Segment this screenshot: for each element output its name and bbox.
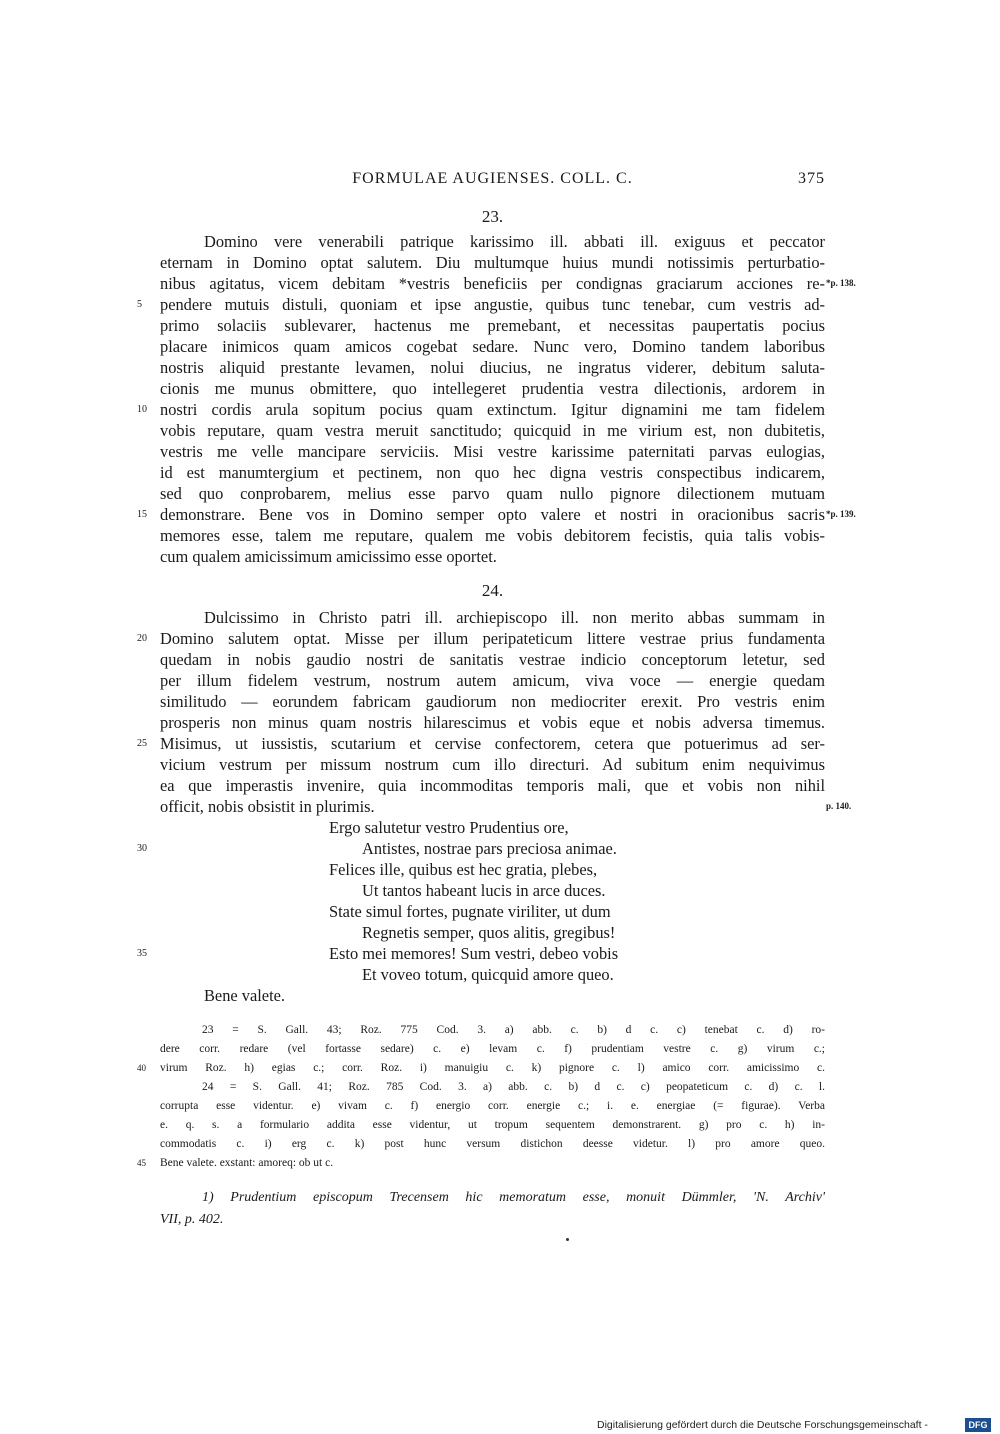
digitization-credit: Digitalisierung gefördert durch die Deutsche Forschungsgemeinschaft - bbox=[597, 1419, 928, 1431]
footnote-line: e. q. s. a formulario addita esse videntur, ut tropum sequentem demonstrarent. g) pro c. h) in- bbox=[160, 1119, 825, 1131]
running-title: FORMULAE AUGIENSES. COLL. C. bbox=[352, 170, 633, 187]
text-line: Domino vere venerabili patrique karissimo ill. abbati ill. exiguus et peccator bbox=[204, 232, 825, 251]
text-line: per illum fidelem vestrum, nostrum autem amicum, viva voce — energie quedam bbox=[160, 671, 825, 690]
line-number: 35 bbox=[137, 948, 147, 959]
margin-note: p. 140. bbox=[826, 801, 852, 811]
line-number: 30 bbox=[137, 843, 147, 854]
verse-line: Antistes, nostrae pars preciosa animae. bbox=[362, 839, 617, 858]
line-number: 15 bbox=[137, 509, 147, 520]
footnote-line: commodatis c. i) erg c. k) post hunc versum distichon deesse videtur. l) pro amore queo. bbox=[160, 1138, 825, 1150]
dfg-logo: DFG bbox=[965, 1418, 991, 1432]
text-line: id est manumtergium et pectinem, non quo hec digna vestris conspectibus indicarem, bbox=[160, 463, 825, 482]
text-line: quedam in nobis gaudio nostri de sanitatis vestrae indicio conceptorum letetur, sed bbox=[160, 650, 825, 669]
text-line: cum qualem amicissimum amicissimo esse oportet. bbox=[160, 547, 497, 566]
footnote-line: 24 = S. Gall. 41; Roz. 785 Cod. 3. a) abb. c. b) d c. c) peopateticum c. d) c. l. bbox=[202, 1081, 825, 1093]
footnote-line: 23 = S. Gall. 43; Roz. 775 Cod. 3. a) abb. c. b) d c. c) tenebat c. d) ro- bbox=[202, 1024, 825, 1036]
line-number: 10 bbox=[137, 404, 147, 415]
footnote-line-number: 45 bbox=[137, 1158, 146, 1168]
verse-line: Ut tantos habeant lucis in arce duces. bbox=[362, 881, 606, 900]
verse-line: Felices ille, quibus est hec gratia, plebes, bbox=[329, 860, 598, 879]
page-number: 375 bbox=[798, 170, 825, 187]
section-number-23: 23. bbox=[481, 207, 504, 226]
footnote-line: dere corr. redare (vel fortasse sedare) c. e) levam c. f) prudentiam vestre c. g) virum c.; bbox=[160, 1043, 825, 1055]
text-line: prosperis non minus quam nostris hilarescimus et vobis eque et nobis adversa timemus. bbox=[160, 713, 825, 732]
text-line: vobis reputare, quam vestra meruit sanctitudo; quicquid in me virium est, non dubitetis, bbox=[160, 421, 825, 440]
verse-line: Et voveo totum, quicquid amore queo. bbox=[362, 965, 614, 984]
text-line: demonstrare. Bene vos in Domino semper opto valere et nostri in oracionibus sacris bbox=[160, 505, 825, 524]
text-line: placare inimicos quam amicos cogebat sedare. Nunc vero, Domino tandem laboribus bbox=[160, 337, 825, 356]
text-line: cionis me munus obmittere, quo intellegeret prudentia vestra dilectionis, ardorem in bbox=[160, 379, 825, 398]
text-line: sed quo conprobarem, melius esse parvo quam nullo pignore dilectionem mutuam bbox=[160, 484, 825, 503]
text-line: nibus agitatus, vicem debitam *vestris beneficiis per condignas graciarum acciones re- bbox=[160, 274, 825, 293]
running-header bbox=[160, 170, 825, 192]
text-line: vestris me velle mancipare serviciis. Misi vestre karissime paternitati parvas eulogias, bbox=[160, 442, 825, 461]
footnote-line-number: 40 bbox=[137, 1063, 146, 1073]
verse-line: Ergo salutetur vestro Prudentius ore, bbox=[329, 818, 569, 837]
text-line: Domino salutem optat. Misse per illum peripateticum littere vestrae prius fundamenta bbox=[160, 629, 825, 648]
text-line: nostris aliquid prestante levamen, nolui diucius, ne ingratus viderer, debitum saluta- bbox=[160, 358, 825, 377]
line-number: 5 bbox=[137, 299, 142, 310]
text-line: memores esse, talem me reputare, qualem me vobis debitorem fecistis, quia talis vobis- bbox=[160, 526, 825, 545]
text-line: officit, nobis obsistit in plurimis. bbox=[160, 797, 375, 816]
text-line: eternam in Domino optat salutem. Diu multumque huius mundi notissimis perturbatio- bbox=[160, 253, 825, 272]
text-line: Dulcissimo in Christo patri ill. archiepiscopo ill. non merito abbas summam in bbox=[204, 608, 825, 627]
page-speck bbox=[566, 1238, 569, 1241]
margin-note: *p. 139. bbox=[826, 509, 856, 519]
text-line: vicium vestrum per missum nostrum cum illo directuri. Ad subitum enim nequivimus bbox=[160, 755, 825, 774]
footnote-line: corrupta esse videntur. e) vivam c. f) energio corr. energie c.; i. e. energiae (= figurae). Verba bbox=[160, 1100, 825, 1112]
text-line: Misimus, ut iussistis, scutarium et cervise confectorem, cetera que potuerimus ad ser- bbox=[160, 734, 825, 753]
verse-line: State simul fortes, pugnate viriliter, ut dum bbox=[329, 902, 611, 921]
editorial-note-line: VII, p. 402. bbox=[160, 1212, 224, 1227]
closing-salutation: Bene valete. bbox=[204, 986, 286, 1005]
footnote-line: Bene valete. exstant: amoreq: ob ut c. bbox=[160, 1157, 334, 1169]
line-number: 25 bbox=[137, 738, 147, 749]
verse-line: Esto mei memores! Sum vestri, debeo vobis bbox=[329, 944, 619, 963]
text-line: primo solaciis sublevarer, hactenus me premebant, et necessitas paupertatis pocius bbox=[160, 316, 825, 335]
footnote-line: virum Roz. h) egias c.; corr. Roz. i) manuigiu c. k) pignore c. l) amico corr. amicissimo c. bbox=[160, 1062, 825, 1074]
verse-line: Regnetis semper, quos alitis, gregibus! bbox=[362, 923, 616, 942]
text-line: nostri cordis arula sopitum pocius quam extinctum. Igitur dignamini me tam fidelem bbox=[160, 400, 825, 419]
text-line: pendere mutuis distuli, quoniam et ipse angustie, quibus tunc tenebar, cum vestris ad- bbox=[160, 295, 825, 314]
section-number-24: 24. bbox=[481, 581, 504, 600]
editorial-note-line: 1) Prudentium episcopum Trecensem hic memoratum esse, monuit Dümmler, 'N. Archiv' bbox=[202, 1190, 825, 1205]
text-line: similitudo — eorundem fabricam gaudiorum non mediocriter erexit. Pro vestris enim bbox=[160, 692, 825, 711]
margin-note: *p. 138. bbox=[826, 278, 856, 288]
text-line: ea que imperastis invenire, quia incommoditas temporis mali, que et vobis non nihil bbox=[160, 776, 825, 795]
line-number: 20 bbox=[137, 633, 147, 644]
